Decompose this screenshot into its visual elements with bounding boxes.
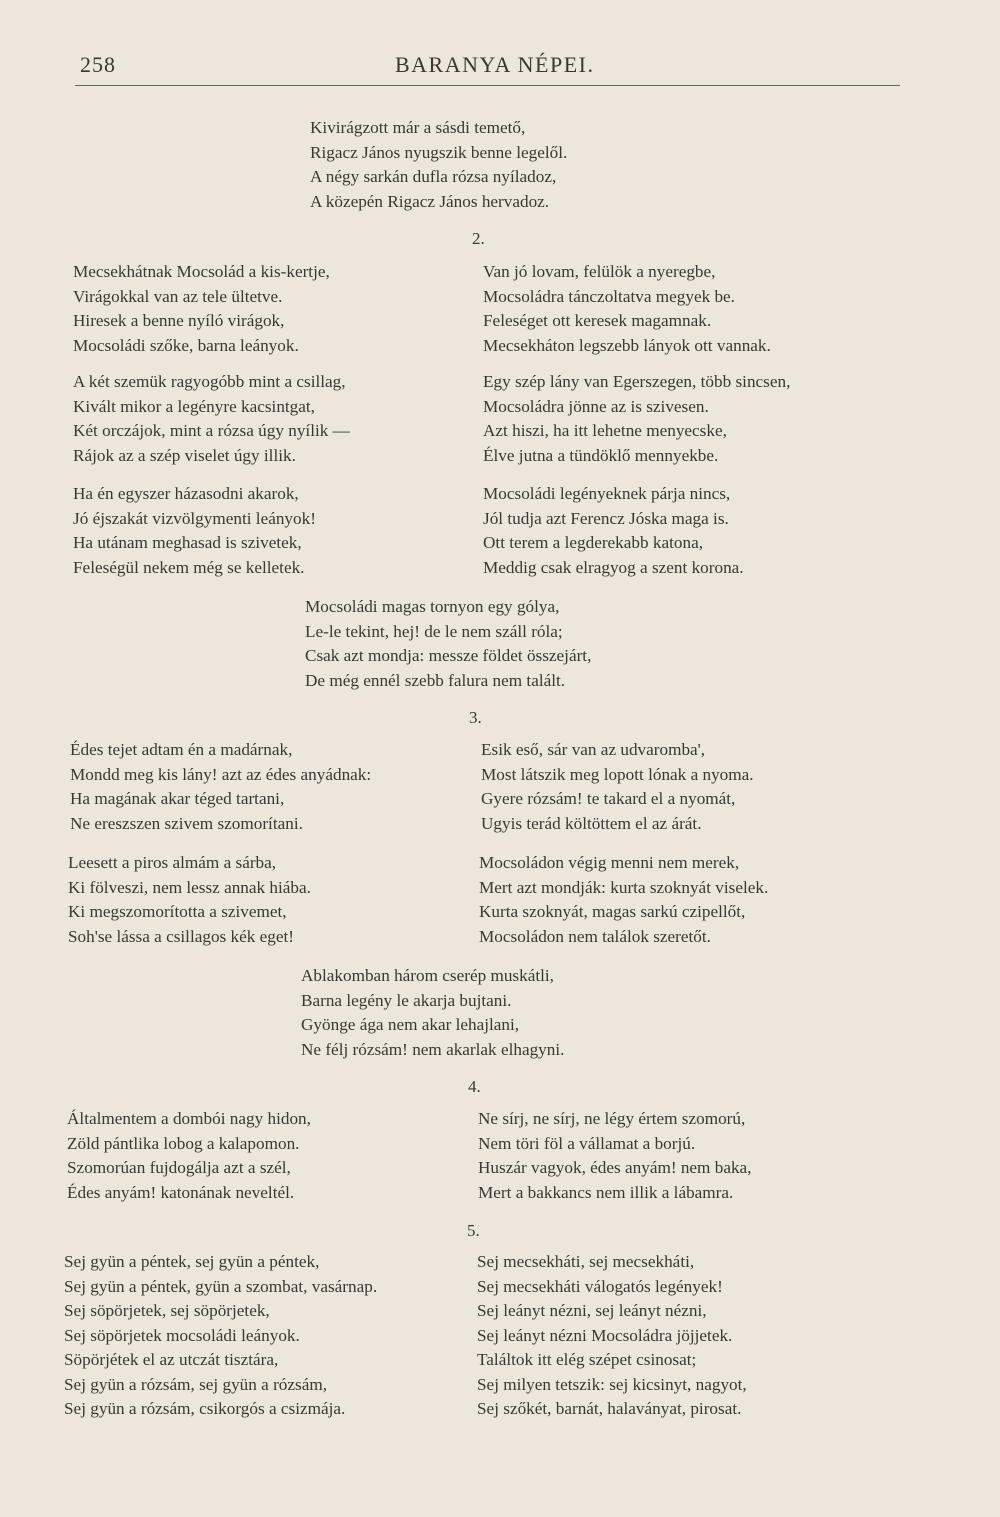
- header-rule: [75, 85, 900, 86]
- verse-line: Feleségül nekem még se kelletek.: [73, 557, 305, 577]
- stanza-madarnak: [70, 738, 371, 836]
- verse-line: Mocsoládi szőke, barna leányok.: [73, 335, 299, 355]
- stanza-legenyek: [483, 482, 744, 580]
- verse-line: Feleséget ott keresek magamnak.: [483, 311, 712, 330]
- verse-line: Azt hiszi, ha itt lehetne menyecske,: [483, 421, 727, 440]
- verse-line: Ki fölveszi, nem lessz annak hiába.: [68, 877, 311, 897]
- verse-line: Általmentem a dombói nagy hidon,: [67, 1109, 311, 1128]
- verse-line: Sej söpörjetek mocsoládi leányok.: [64, 1325, 300, 1345]
- verse-line: Mocsoládon végig menni nem merek,: [479, 853, 740, 872]
- verse-line: Kivirágzott már a sásdi temető,: [310, 118, 526, 137]
- verse-line: Jól tudja azt Ferencz Jóska maga is.: [483, 508, 729, 528]
- verse-line: Gyere rózsám! te takard el a nyomát,: [481, 789, 736, 808]
- verse-line: Le-le tekint, hej! de le nem száll róla;: [305, 621, 563, 641]
- verse-line: A négy sarkán dufla rózsa nyíladoz,: [310, 167, 557, 186]
- verse-line: Sej mecsekháti, sej mecsekháti,: [477, 1252, 695, 1271]
- verse-line: Hiresek a benne nyíló virágok,: [73, 311, 285, 330]
- stanza-egerszeg: [483, 370, 790, 468]
- verse-line: Rigacz János nyugszik benne legelől.: [310, 142, 568, 162]
- stanza-szemuk: [73, 370, 350, 468]
- verse-line: Ne ereszszen szivem szomorítani.: [70, 813, 303, 833]
- section-number-3: 3.: [469, 708, 482, 727]
- verse-line: Söpörjétek el az utczát tisztára,: [64, 1350, 279, 1369]
- verse-line: Ha utánam meghasad is szivetek,: [73, 533, 302, 552]
- verse-line: Esik eső, sár van az udvaromba',: [481, 740, 706, 759]
- verse-line: Sej szőkét, barnát, halaványat, pirosat.: [477, 1399, 742, 1418]
- verse-line: Mocsoládra jönne az is szivesen.: [483, 396, 709, 416]
- verse-line: Sej leányt nézni Mocsoládra jöjjetek.: [477, 1325, 733, 1345]
- verse-line: Édes anyám! katonának neveltél.: [67, 1182, 295, 1202]
- verse-line: Sej gyün a péntek, sej gyün a péntek,: [64, 1252, 320, 1271]
- verse-line: Mecsekhátnak Mocsolád a kis-kertje,: [73, 262, 330, 281]
- verse-line: Egy szép lány van Egerszegen, több sincsen,: [483, 372, 791, 391]
- verse-line: Zöld pántlika lobog a kalapomon.: [67, 1133, 300, 1153]
- verse-line: Csak azt mondja: messze földet összejárt,: [305, 646, 592, 665]
- verse-line: Huszár vagyok, édes anyám! nem baka,: [478, 1158, 752, 1177]
- verse-line: Gyönge ága nem akar lehajlani,: [301, 1015, 520, 1034]
- verse-line: De még ennél szebb falura nem talált.: [305, 670, 566, 690]
- stanza-muskatli: [301, 964, 564, 1062]
- stanza-hazasodni: [73, 482, 316, 580]
- verse-line: Mocsoládra tánczoltatva megyek be.: [483, 286, 735, 306]
- verse-line: Ne félj rózsám! nem akarlak elhagyni.: [301, 1039, 565, 1059]
- verse-line: Soh'se lássa a csillagos kék eget!: [68, 926, 294, 946]
- stanza-hidon: [67, 1107, 311, 1205]
- verse-line: Jó éjszakát vizvölgymenti leányok!: [73, 508, 316, 528]
- verse-line: Nem töri föl a vállamat a borjú.: [478, 1133, 696, 1153]
- verse-line: Virágokkal van az tele ültetve.: [73, 286, 283, 306]
- verse-line: Találtok itt elég szépet csinosat;: [477, 1350, 697, 1369]
- stanza-szoknya: [479, 851, 768, 949]
- verse-line: Ne sírj, ne sírj, ne légy értem szomorú,: [478, 1109, 746, 1128]
- stanza-almam: [68, 851, 311, 949]
- verse-line: Szomorúan fujdogálja azt a szél,: [67, 1158, 291, 1177]
- verse-line: Édes tejet adtam én a madárnak,: [70, 740, 293, 759]
- verse-line: Mocsoládi magas tornyon egy gólya,: [305, 597, 560, 616]
- verse-line: Sej mecsekháti válogatós legények!: [477, 1276, 723, 1296]
- running-title: BARANYA NÉPEI.: [395, 52, 595, 77]
- stanza-temeto: [310, 116, 567, 214]
- verse-line: Sej söpörjetek, sej söpörjetek,: [64, 1301, 270, 1320]
- verse-line: Meddig csak elragyog a szent korona.: [483, 557, 744, 577]
- stanza-pentek: [64, 1250, 377, 1422]
- verse-line: Rájok az a szép viselet úgy illik.: [73, 445, 296, 465]
- verse-line: Ki megszomorította a szivemet,: [68, 902, 287, 921]
- verse-line: Sej gyün a rózsám, sej gyün a rózsám,: [64, 1374, 327, 1394]
- verse-line: Mert azt mondják: kurta szoknyát viselek.: [479, 877, 769, 897]
- verse-line: Sej gyün a rózsám, csikorgós a csizmája.: [64, 1399, 346, 1418]
- verse-line: Kurta szoknyát, magas sarkú czipellőt,: [479, 902, 746, 921]
- verse-line: A két szemük ragyogóbb mint a csillag,: [73, 372, 346, 391]
- stanza-golya: [305, 595, 591, 693]
- verse-line: Barna legény le akarja bujtani.: [301, 990, 512, 1010]
- verse-line: Ablakomban három cserép muskátli,: [301, 966, 554, 985]
- verse-line: Van jó lovam, felülök a nyeregbe,: [483, 262, 716, 281]
- verse-line: A közepén Rigacz János hervadoz.: [310, 191, 550, 211]
- verse-line: Sej milyen tetszik: sej kicsinyt, nagyot,: [477, 1374, 747, 1394]
- verse-line: Két orczájok, mint a rózsa úgy nyílik —: [73, 421, 350, 440]
- verse-line: Leesett a piros almám a sárba,: [68, 853, 277, 872]
- stanza-eso: [481, 738, 754, 836]
- verse-line: Ugyis terád költöttem el az árát.: [481, 813, 702, 833]
- stanza-lovam: [483, 260, 771, 358]
- verse-line: Ha én egyszer házasodni akarok,: [73, 484, 299, 503]
- verse-line: Ha magának akar téged tartani,: [70, 789, 285, 808]
- section-number-2: 2.: [472, 229, 485, 248]
- section-number-5: 5.: [467, 1221, 480, 1240]
- stanza-mecsekhat: [73, 260, 330, 358]
- verse-line: Kivált mikor a legényre kacsintgat,: [73, 396, 315, 416]
- verse-line: Sej leányt nézni, sej leányt nézni,: [477, 1301, 707, 1320]
- verse-line: Sej gyün a péntek, gyün a szombat, vasárnap.: [64, 1276, 378, 1296]
- verse-line: Mert a bakkancs nem illik a lábamra.: [478, 1182, 734, 1202]
- stanza-huszar: [478, 1107, 751, 1205]
- page-number: 258: [80, 52, 116, 77]
- verse-line: Élve jutna a tündöklő mennyekbe.: [483, 445, 719, 465]
- verse-line: Mocsoládon nem találok szeretőt.: [479, 926, 711, 946]
- stanza-mecsekhati: [477, 1250, 747, 1422]
- verse-line: Mondd meg kis lány! azt az édes anyádnak:: [70, 764, 372, 784]
- verse-line: Mocsoládi legényeknek párja nincs,: [483, 484, 731, 503]
- verse-line: Most látszik meg lopott lónak a nyoma.: [481, 764, 754, 784]
- verse-line: Mecsekháton legszebb lányok ott vannak.: [483, 335, 771, 355]
- section-number-4: 4.: [468, 1077, 481, 1096]
- verse-line: Ott terem a legderekabb katona,: [483, 533, 703, 552]
